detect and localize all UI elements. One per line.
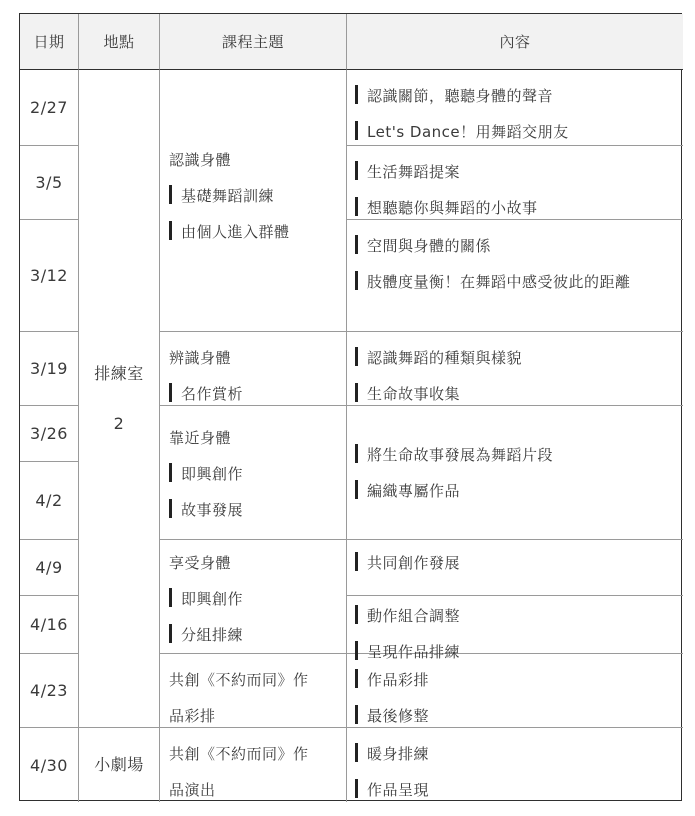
date-cell: 3/26: [20, 406, 79, 462]
content-cell: [347, 332, 683, 406]
bullet-bar: [169, 624, 172, 643]
content-item: 肢體度量衡！在舞蹈中感受彼此的距離: [355, 264, 675, 301]
bullet-bar: [355, 235, 358, 254]
bullet-bar: [355, 552, 358, 571]
schedule-table: [19, 13, 682, 801]
date-cell: 3/19: [20, 332, 79, 406]
content-item: Let's Dance！用舞蹈交朋友: [355, 114, 675, 150]
topic-title: 認識身體: [169, 151, 232, 169]
date-cell: 4/30: [20, 728, 79, 802]
bullet-bar: [355, 161, 358, 180]
content-item: 呈現作品排練: [355, 634, 675, 670]
content-cell: [347, 596, 683, 661]
bullet-bar: [355, 480, 358, 499]
bullet-bar: [355, 669, 358, 688]
location-rehearsal-room: [79, 70, 160, 728]
bullet-bar: [355, 743, 358, 762]
content-item: 將生命故事發展為舞蹈片段: [355, 437, 675, 473]
bullet-bar: [169, 588, 172, 607]
bullet-bar: [355, 121, 358, 140]
topic-title: 享受身體: [169, 554, 232, 572]
date-cell: 4/16: [20, 596, 79, 654]
header-date: 日期: [20, 14, 79, 70]
date-cell: 3/5: [20, 146, 79, 220]
content-item: 生活舞蹈提案: [355, 154, 675, 190]
content-cell: [347, 146, 683, 220]
content-cell: [347, 220, 683, 332]
location-room-number: 2: [113, 413, 125, 433]
topic-item: 分組排練: [169, 617, 346, 653]
topic-item: 故事發展: [169, 492, 346, 528]
topic-cell: [160, 70, 347, 332]
topic-cell: [160, 728, 347, 802]
bullet-bar: [169, 463, 172, 482]
bullet-bar: [355, 779, 358, 798]
bullet-bar: [355, 271, 358, 290]
topic-title: 靠近身體: [169, 429, 232, 447]
content-item: 認識關節，聽聽身體的聲音: [355, 78, 675, 114]
topic-cell: [160, 540, 347, 654]
bullet-bar: [355, 705, 358, 724]
content-cell: [347, 70, 683, 146]
header-content: 內容: [347, 14, 683, 70]
date-cell: 4/9: [20, 540, 79, 596]
content-item: 編織專屬作品: [355, 473, 675, 509]
topic-item: 即興創作: [169, 456, 346, 492]
date-cell: 4/2: [20, 462, 79, 540]
content-item: 最後修整: [355, 698, 675, 734]
content-item: 共同創作發展: [355, 545, 675, 581]
content-item: 暖身排練: [355, 736, 675, 772]
topic-line: 共創《不約而同》作: [169, 671, 309, 689]
bullet-bar: [355, 85, 358, 104]
location-small-theater: [79, 728, 160, 802]
topic-item: 由個人進入群體: [169, 214, 346, 250]
content-item: 動作組合調整: [355, 598, 675, 634]
bullet-bar: [169, 185, 172, 204]
location-label: 排練室: [94, 363, 144, 383]
location-label: 小劇場: [94, 755, 144, 774]
topic-cell: [160, 332, 347, 406]
bullet-bar: [355, 197, 358, 216]
content-cell: [347, 654, 683, 728]
topic-title: 辨識身體: [169, 349, 232, 367]
bullet-bar: [355, 383, 358, 402]
date-cell: 3/12: [20, 220, 79, 332]
date-cell: 4/23: [20, 654, 79, 728]
content-item: 認識舞蹈的種類與樣貌: [355, 340, 675, 376]
bullet-bar: [169, 221, 172, 240]
content-item: 作品彩排: [355, 662, 675, 698]
header-topic: 課程主題: [160, 14, 347, 70]
bullet-bar: [355, 347, 358, 366]
topic-cell: [160, 406, 347, 540]
topic-cell: [160, 654, 347, 728]
content-cell: [347, 406, 683, 540]
content-cell: [347, 728, 683, 802]
content-item: 生命故事收集: [355, 376, 675, 412]
topic-line: 共創《不約而同》作: [169, 745, 309, 763]
content-cell: [347, 540, 683, 596]
date-cell: 2/27: [20, 70, 79, 146]
header-location: 地點: [79, 14, 160, 70]
content-item: 作品呈現: [355, 772, 675, 808]
topic-item: 基礎舞蹈訓練: [169, 178, 346, 214]
bullet-bar: [355, 605, 358, 624]
topic-line: 品演出: [169, 781, 216, 799]
bullet-bar: [169, 383, 172, 402]
topic-item: 名作賞析: [169, 376, 346, 412]
topic-line: 品彩排: [169, 707, 216, 725]
bullet-bar: [355, 444, 358, 463]
content-item: 想聽聽你與舞蹈的小故事: [355, 190, 675, 226]
content-item: 空間與身體的關係: [355, 228, 675, 264]
topic-item: 即興創作: [169, 581, 346, 617]
bullet-bar: [169, 499, 172, 518]
